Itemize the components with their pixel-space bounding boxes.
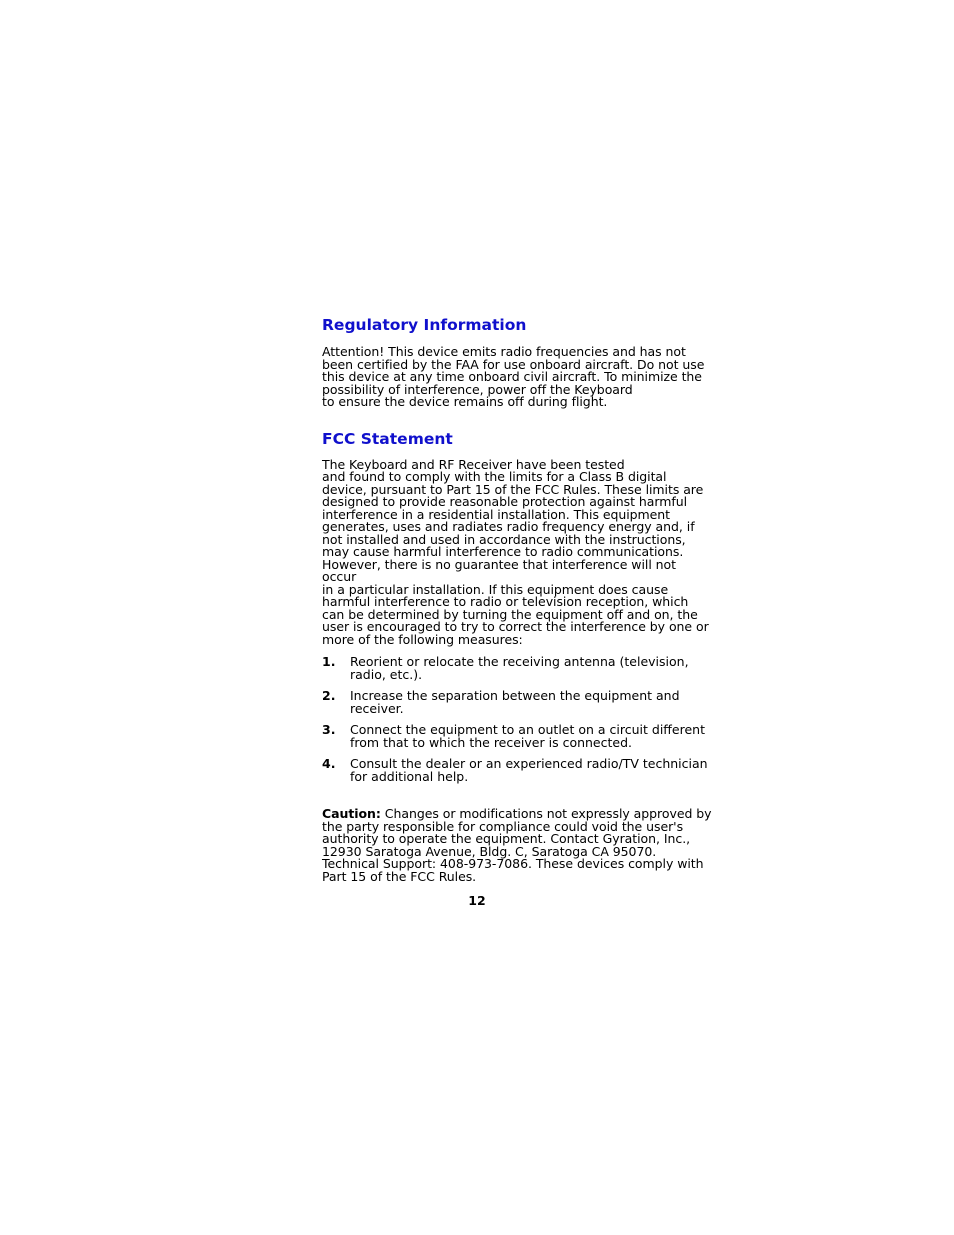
list-item-number: 4. [322,756,336,771]
page-number: 12 [468,893,486,908]
list-item-number: 3. [322,722,336,737]
caution-label: Caution: [322,806,381,821]
document-page [322,314,714,883]
list-item [322,690,714,715]
fcc-statement-heading: FCC Statement [322,429,453,448]
list-item-text: Reorient or relocate the receiving antenna (television, radio, etc.). [350,654,689,682]
regulatory-information-text: Attention! This device emits radio frequencies and has not been certified by the FAA for use onboard aircraft. Do not use this device at any time onboard civil aircraft. To minimize the possibility of interference, power off the Keyboard to ensure the device remains off during flight. [322,344,705,409]
caution-text: Changes or modifications not expressly approved by the party responsible for compliance could void the user's authority to operate the equipment. Contact Gyration, Inc., 12930 Saratoga Avenue, Bldg. C, Saratoga CA 95070. Technical Support: 408-973-7086. These devices comply with Part 15 of the FCC Rules. [322,806,712,884]
regulatory-information-heading: Regulatory Information [322,316,527,334]
list-item-text: Connect the equipment to an outlet on a circuit different from that to which the receiver is connected. [350,722,705,750]
list-item [322,724,714,749]
list-item [322,656,714,681]
fcc-statement-text: The Keyboard and RF Receiver have been tested and found to comply with the limits for a Class B digital device, pursuant to Part 15 of the FCC Rules. These limits are designed to provide reasonable protection against harmful interference in a residential installation. This equipment generates, uses and radiates radio frequency energy and, if not installed and used in accordance with the instructions, may cause harmful interference to radio communications. However, there is no guarantee that interference will not occur in a particular installation. If this equipment does cause harmful interference to radio or television reception, which can be determined by turning the equipment off and on, the user is encouraged to try to correct the interference by one or more of the following measures: [322,456,709,647]
list-item [322,758,714,783]
list-item-number: 1. [322,654,336,669]
list-item-text: Increase the separation between the equipment and receiver. [350,688,680,716]
list-item-text: Consult the dealer or an experienced radio/TV technician for additional help. [350,756,708,784]
list-item-number: 2. [322,688,336,703]
measures-list [322,656,714,783]
caution-paragraph [322,808,714,883]
